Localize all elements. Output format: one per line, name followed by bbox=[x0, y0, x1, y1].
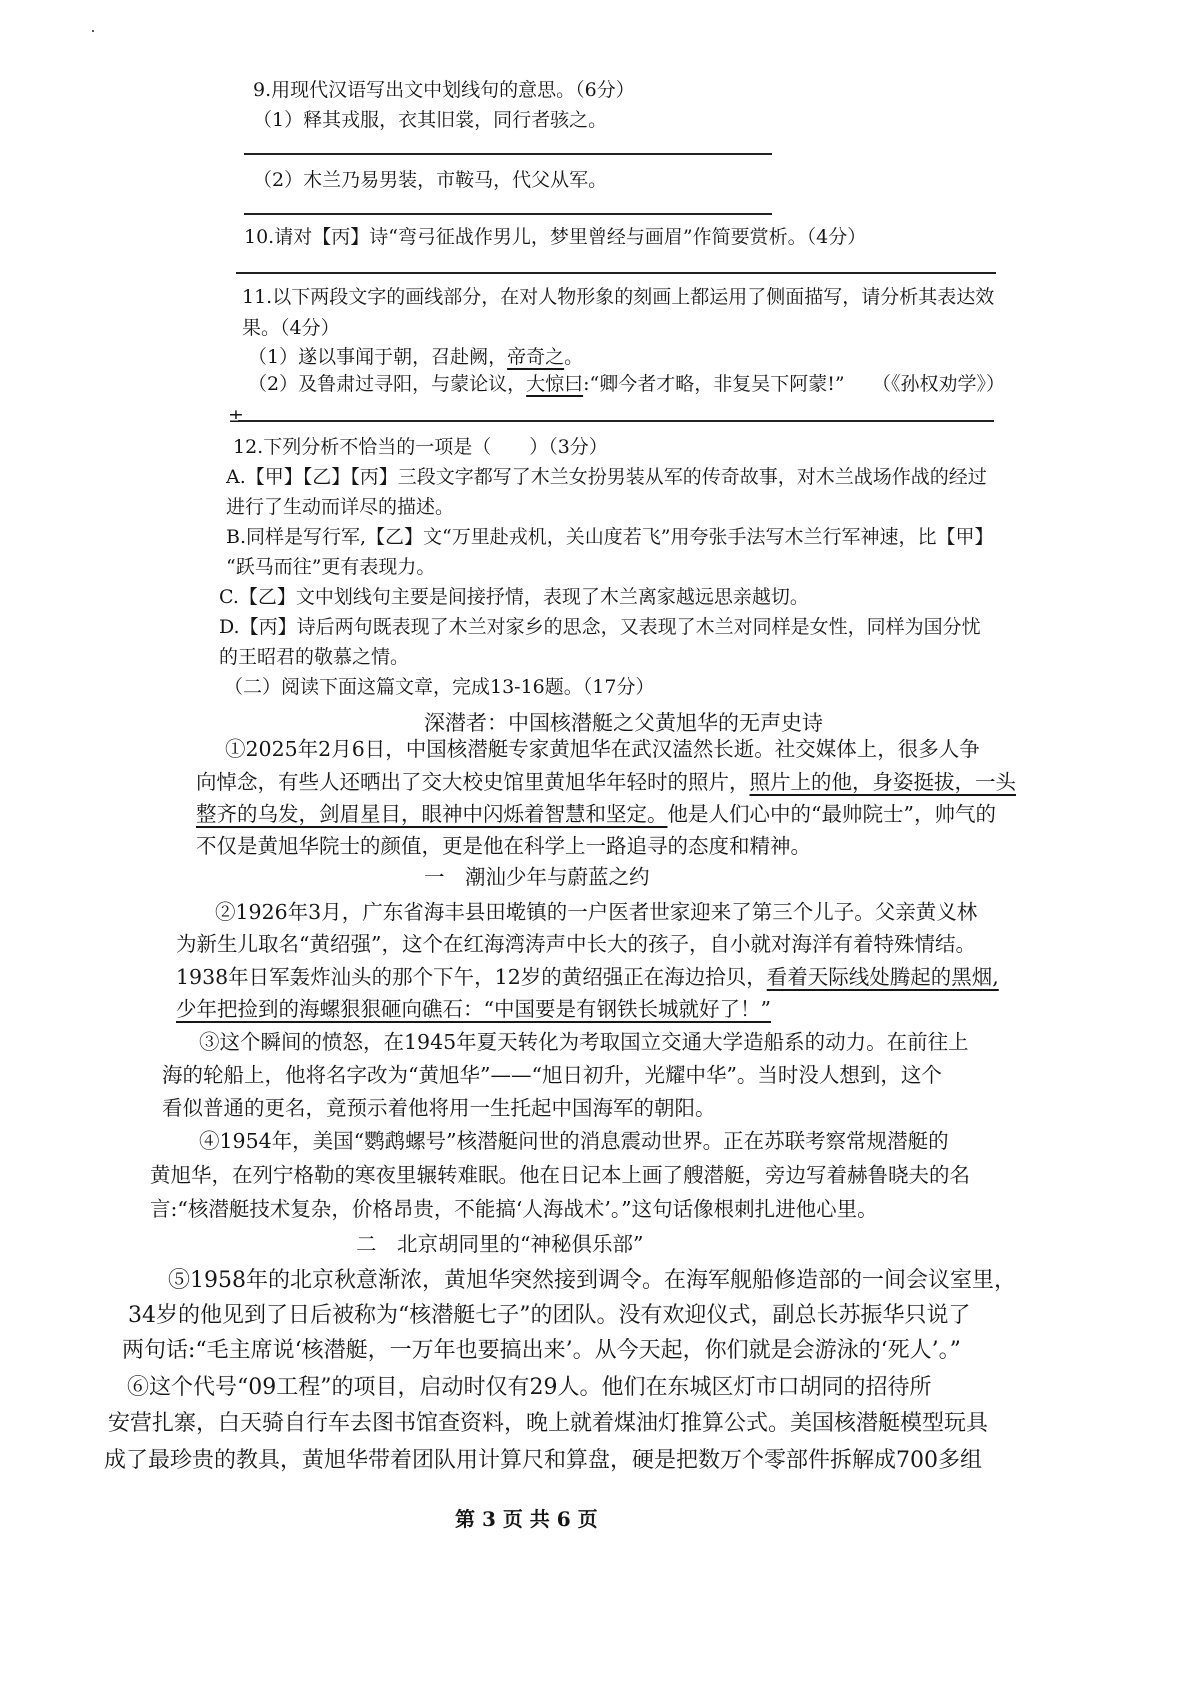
para-3-line-1: ③这个瞬间的愤怒，在1945年夏天转化为考取国立交通大学造船系的动力。在前往上 bbox=[199, 1030, 969, 1054]
para-1-line-1: ①2025年2月6日，中国核潜艇专家黄旭华在武汉溘然长逝。社交媒体上，很多人争 bbox=[225, 737, 980, 761]
para-2-line-1: ②1926年3月，广东省海丰县田墘镇的一户医者世家迎来了第三个儿子。父亲黄义林 bbox=[215, 900, 978, 924]
para-6-line-1: ⑥这个代号“09工程”的项目，启动时仅有29人。他们在东城区灯市口胡同的招待所 bbox=[127, 1375, 932, 1400]
article-title: 深潜者：中国核潜艇之父黄旭华的无声史诗 bbox=[424, 711, 823, 735]
q11-stem-line-2: 果。（4分） bbox=[242, 317, 340, 339]
answer-line bbox=[244, 153, 772, 155]
q12-option-b-line-1: B.同样是写行军,【乙】文“万里赴戎机，关山度若飞”用夸张手法写木兰行军神速，比【甲】 bbox=[226, 526, 994, 548]
q10-stem: 10.请对【丙】诗“弯弓征战作男儿，梦里曾经与画眉”作简要赏析。（4分） bbox=[244, 226, 867, 248]
q11-item-1 bbox=[248, 347, 583, 369]
q12-option-d-line-1: D.【丙】诗后两句既表现了木兰对家乡的思念，又表现了木兰对同样是女性，同样为国分忧 bbox=[219, 616, 981, 638]
q12-option-d-line-2: 的王昭君的敬慕之情。 bbox=[219, 646, 410, 668]
scan-speck bbox=[92, 30, 94, 32]
q12-stem: 12.下列分析不恰当的一项是（ ）（3分） bbox=[233, 436, 608, 458]
para-1-underlined-a: 照片上的他，身姿挺拔，一头 bbox=[749, 770, 1016, 794]
q11-item-2 bbox=[248, 374, 845, 396]
para-2-line-3-text: 1938年日军轰炸汕头的那个下午，12岁的黄绍强正在海边拾贝， bbox=[176, 965, 767, 989]
section-2-intro: （二）阅读下面这篇文章，完成13-16题。（17分） bbox=[224, 676, 655, 698]
q11-item-1-end: 。 bbox=[564, 346, 584, 368]
q11-item-1-text: （1）遂以事闻于朝，召赴阙， bbox=[248, 346, 508, 368]
para-6-line-2: 安营扎寨，白天骑自行车去图书馆查资料，晚上就着煤油灯推算公式。美国核潜艇模型玩具 bbox=[108, 1411, 989, 1436]
para-1-line-3-text: 他是人们心中的“最帅院士”，帅气的 bbox=[667, 802, 996, 826]
q9-item-2: （2）木兰乃易男装，市鞍马，代父从军。 bbox=[253, 169, 608, 191]
para-2-underlined-b: 少年把捡到的海螺狠狠砸向礁石：“中国要是有钢铁长城就好了！” bbox=[176, 997, 771, 1021]
para-1-line-3 bbox=[196, 803, 996, 827]
margin-mark: ± bbox=[228, 405, 244, 427]
para-1-line-2-text: 向悼念，有些人还晒出了交大校史馆里黄旭华年轻时的照片， bbox=[196, 770, 750, 794]
q11-item-2-source: （《孙权劝学》） bbox=[872, 373, 1006, 395]
page-footer: 第 3 页 共 6 页 bbox=[455, 1507, 598, 1531]
para-5-line-1: ⑤1958年的北京秋意渐浓，黄旭华突然接到调令。在海军舰船修造部的一间会议室里， bbox=[168, 1268, 1016, 1293]
para-1-underlined-b: 整齐的乌发，剑眉星目，眼神中闪烁着智慧和坚定。 bbox=[196, 802, 668, 826]
para-4-line-3: 言:“核潜艇技术复杂，价格昂贵，不能搞‘人海战术’。”这句话像根刺扎进他心里。 bbox=[150, 1197, 878, 1221]
q11-item-1-underlined: 帝奇之 bbox=[507, 346, 565, 368]
para-2-line-3 bbox=[176, 966, 999, 990]
q12-option-a-line-2: 进行了生动而详尽的描述。 bbox=[226, 496, 455, 518]
q9-stem: 9.用现代汉语写出文中划线句的意思。（6分） bbox=[253, 79, 635, 101]
para-5-line-3: 两句话:“毛主席说‘核潜艇，一万年也要搞出来’。从今天起，你们就是会游泳的‘死人’。” bbox=[122, 1338, 961, 1363]
q9-item-1: （1）释其戎服，衣其旧裳，同行者骇之。 bbox=[253, 109, 608, 131]
para-2-underlined-a: 看着天际线处腾起的黑烟, bbox=[766, 965, 999, 989]
para-6-line-3: 成了最珍贵的教具，黄旭华带着团队用计算尺和算盘，硬是把数万个零部件拆解成700多组 bbox=[104, 1448, 982, 1473]
q12-option-a-line-1: A.【甲】【乙】【丙】三段文字都写了木兰女扮男装从军的传奇故事，对木兰战场作战的经过 bbox=[226, 466, 987, 488]
answer-line bbox=[236, 272, 996, 274]
para-1-line-4: 不仅是黄旭华院士的颜值，更是他在科学上一路追寻的态度和精神。 bbox=[196, 834, 811, 858]
para-4-line-1: ④1954年，美国“鹦鹉螺号”核潜艇问世的消息震动世界。正在苏联考察常规潜艇的 bbox=[199, 1129, 949, 1153]
para-1-line-2 bbox=[196, 771, 1016, 795]
q12-option-c: C.【乙】文中划线句主要是间接抒情，表现了木兰离家越远思亲越切。 bbox=[219, 586, 809, 608]
q11-item-2-text: （2）及鲁肃过寻阳，与蒙论议， bbox=[248, 373, 527, 395]
subheading-1: 一 潮汕少年与蔚蓝之约 bbox=[424, 865, 650, 889]
q11-item-2-quote: :“卿今者才略，非复吴下阿蒙!” bbox=[583, 373, 845, 395]
para-3-line-3: 看似普通的更名，竟预示着他将用一生托起中国海军的朝阳。 bbox=[162, 1096, 716, 1120]
para-3-line-2: 海的轮船上，他将名字改为“黄旭华”——“旭日初升，光耀中华”。当时没人想到，这个 bbox=[162, 1063, 942, 1087]
answer-line bbox=[244, 213, 772, 215]
answer-line bbox=[238, 420, 994, 422]
q11-item-2-underlined: 大惊曰 bbox=[526, 373, 584, 395]
para-5-line-2: 34岁的他见到了日后被称为“核潜艇七子”的团队。没有欢迎仪式，副总长苏振华只说了 bbox=[128, 1303, 971, 1328]
q12-option-b-line-2: “跃马而往”更有表现力。 bbox=[226, 556, 436, 578]
q11-stem-line-1: 11.以下两段文字的画线部分，在对人物形象的刻画上都运用了侧面描写，请分析其表达效 bbox=[242, 286, 995, 308]
para-2-line-2: 为新生儿取名“黄绍强”，这个在红海湾涛声中长大的孩子，自小就对海洋有着特殊情结。 bbox=[176, 932, 976, 956]
para-4-line-2: 黄旭华，在列宁格勒的寒夜里辗转难眠。他在日记本上画了艘潜艇，旁边写着赫鲁晓夫的名 bbox=[150, 1163, 970, 1187]
para-2-line-4 bbox=[176, 998, 771, 1022]
subheading-2: 二 北京胡同里的“神秘俱乐部” bbox=[356, 1232, 644, 1256]
